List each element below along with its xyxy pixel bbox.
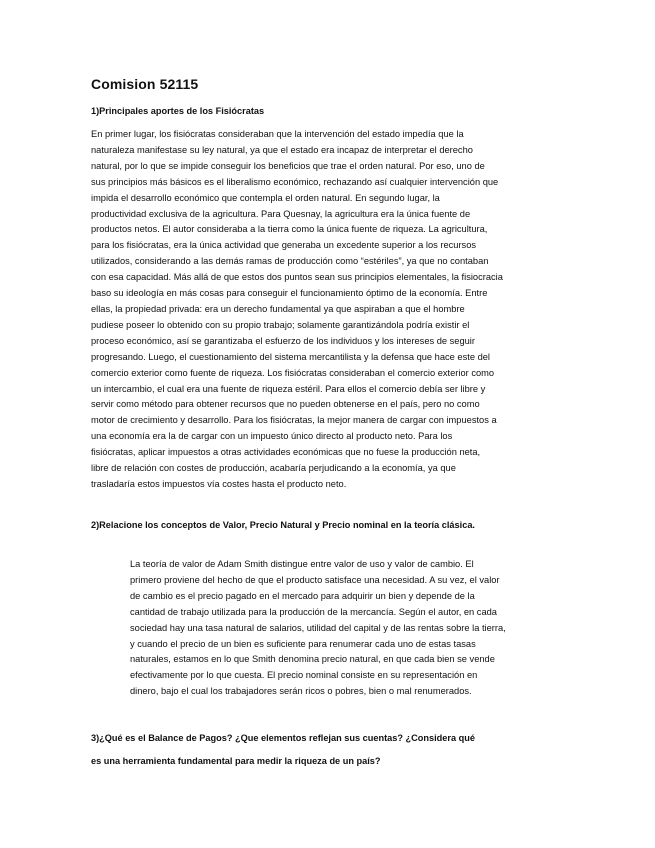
question-1-answer <box>91 127 569 493</box>
paragraph-line: para los fisiócratas, era la única actividad que generaba un excedente superior a los recursos <box>91 240 477 251</box>
paragraph-line: de cambio es el precio pagado en el mercado para adquirir un bien y depende de la <box>130 590 475 601</box>
paragraph-line: progresando. Luego, el cuestionamiento del sistema mercantilista y la defensa que hace este del <box>91 351 490 362</box>
paragraph-line: naturales, estamos en lo que Smith denomina precio natural, en que cada bien se vende <box>130 654 495 665</box>
question-3-heading-line-1: 3)¿Qué es el Balance de Pagos? ¿Que elementos reflejan sus cuentas? ¿Considera qué <box>91 733 475 743</box>
paragraph-line: proceso económico, así se garantizaba el esfuerzo de los individuos y los intereses de seguir <box>91 335 475 346</box>
paragraph-line: pudiese poseer lo obtenido con su propio trabajo; solamente garantizándola podría existir el <box>91 319 470 330</box>
document-title: Comision 52115 <box>91 76 199 92</box>
paragraph-line: sus principios más básicos es el liberalismo económico, rechazando así cualquier intervención que <box>91 176 499 187</box>
question-1-heading: 1)Principales aportes de los Fisiócratas <box>91 106 265 116</box>
question-2-answer <box>130 557 570 700</box>
paragraph-line: y cuando el precio de un bien es suficiente para renumerar cada uno de estas tasas <box>130 638 476 649</box>
paragraph-line: motor de crecimiento y desarrollo. Para los fisiócratas, la mejor manera de cargar con impuestos a <box>91 415 497 426</box>
paragraph-line: comercio exterior como fuente de riqueza. Los fisiócratas consideraban el comercio exterior como <box>91 367 495 378</box>
paragraph-line: naturaleza manifestase su ley natural, ya que el estado era incapaz de interpretar el derecho <box>91 144 473 155</box>
paragraph-line: En primer lugar, los fisiócratas consideraban que la intervención del estado impedía que la <box>91 129 464 139</box>
paragraph-line: baso su ideología en más cosas para conseguir el funcionamiento óptimo de la economía. Entre <box>91 288 488 299</box>
paragraph-line: productividad exclusiva de la agricultura. Para Quesnay, la agricultura era la única fuente de <box>91 208 471 219</box>
paragraph-line: efectivamente por lo que cuesta. El precio nominal consiste en su representación en <box>130 670 478 681</box>
paragraph-line: un intercambio, el cual era una fuente de riqueza estéril. Para ellos el comercio debía ser libre y <box>91 383 486 394</box>
paragraph-line: dinero, bajo el cual los trabajadores serán ricos o pobres, bien o mal renumerados. <box>130 686 472 697</box>
paragraph-line: impida el desarrollo económico que contempla el orden natural. En segundo lugar, la <box>91 192 440 203</box>
paragraph-line: fisiócratas, aplicar impuestos a otras actividades económicas que no fuese la producción neta, <box>91 447 481 458</box>
question-3-heading-line-2: es una herramienta fundamental para medir la riqueza de un país? <box>91 756 381 766</box>
paragraph-line: libre de relación con costes de producción, acabaría perjudicando a la economía, ya que <box>91 463 456 474</box>
question-2-heading: 2)Relacione los conceptos de Valor, Precio Natural y Precio nominal en la teoría clásica. <box>91 520 475 530</box>
paragraph-line: servir como método para obtener recursos que no pueden obtenerse en el país, pero no como <box>91 399 480 410</box>
paragraph-line: trasladaría estos impuestos vía costes hasta el producto neto. <box>91 478 347 489</box>
paragraph-line: una economía era la de cargar con un impuesto único directo al producto neto. Para los <box>91 431 453 442</box>
paragraph-line: natural, por lo que se impide conseguir los beneficios que trae el orden natural. Por eso, uno de <box>91 160 485 171</box>
paragraph-line: La teoría de valor de Adam Smith distingue entre valor de uso y valor de cambio. El <box>130 559 474 569</box>
paragraph-line: sociedad hay una tasa natural de salarios, utilidad del capital y de las rentas sobre la tierra, <box>130 622 506 633</box>
paragraph-line: utilizados, considerando a las demás ramas de producción como “estériles”, ya que no contaban <box>91 256 489 267</box>
paragraph-line: ellas, la propiedad privada: era un derecho fundamental ya que aspiraban a que el hombre <box>91 303 465 314</box>
paragraph-line: con esa capacidad. Más allá de que estos dos puntos sean sus principios elementales, la fisiocracia <box>91 272 503 283</box>
paragraph-line: primero proviene del hecho de que el producto satisface una necesidad. A su vez, el valor <box>130 574 500 585</box>
paragraph-line: productos netos. El autor consideraba a la tierra como la única fuente de riqueza. La agricultura, <box>91 224 488 235</box>
paragraph-line: cantidad de trabajo utilizada para la producción de la mercancía. Según el autor, en cada <box>130 606 497 617</box>
